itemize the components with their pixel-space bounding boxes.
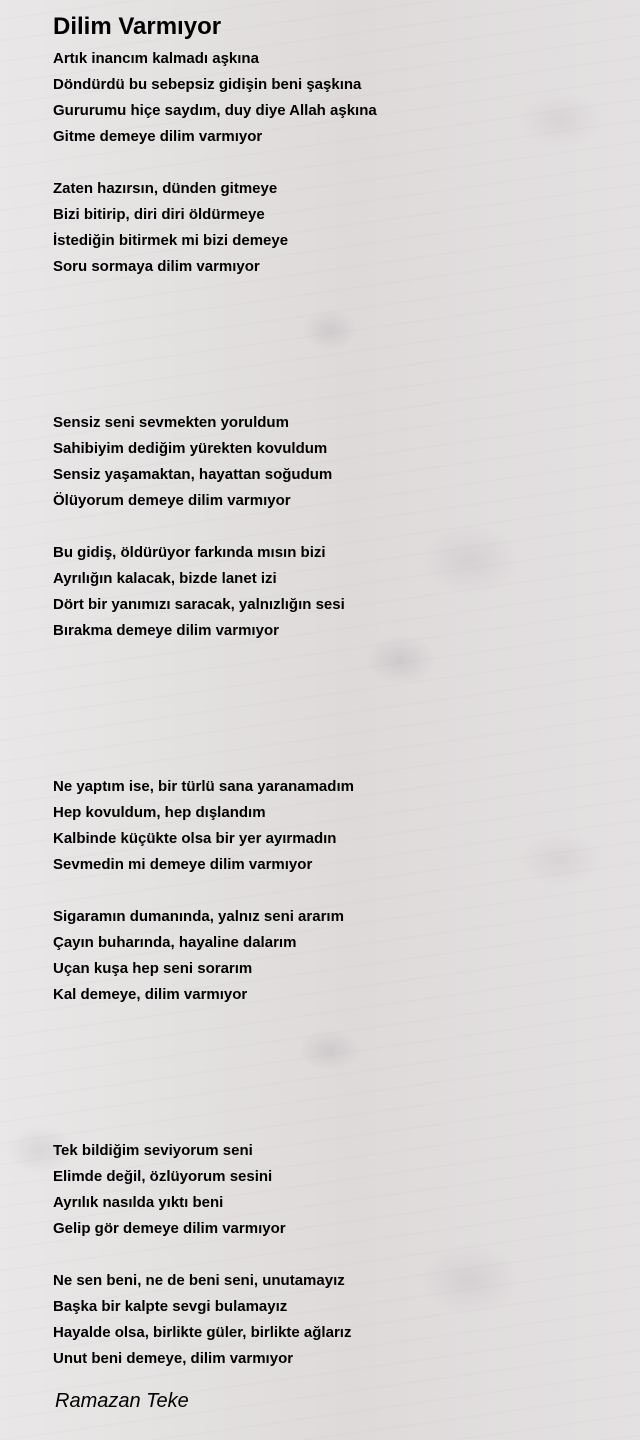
poem-line: Kal demeye, dilim varmıyor (53, 986, 248, 1003)
section-spacer (53, 1008, 613, 1138)
poem-line: Artık inancım kalmadı aşkına (53, 50, 259, 67)
poem-line: Ne sen beni, ne de beni seni, unutamayız (53, 1272, 345, 1289)
poem-line: Ayrılık nasılda yıktı beni (53, 1194, 224, 1211)
poem-line: Hep kovuldum, hep dışlandım (53, 804, 266, 821)
poem-line: Bizi bitirip, diri diri öldürmeye (53, 206, 265, 223)
poem-line: Bu gidiş, öldürüyor farkında mısın bizi (53, 544, 326, 561)
stanza (53, 1138, 613, 1242)
poem-line: Tek bildiğim seviyorum seni (53, 1142, 253, 1159)
poem-line: Bırakma demeye dilim varmıyor (53, 622, 279, 639)
stanza (53, 904, 613, 1008)
poem-line: Ne yaptım ise, bir türlü sana yaranamadım (53, 778, 354, 795)
poem (53, 8, 613, 1416)
poem-line: Unut beni demeye, dilim varmıyor (53, 1350, 294, 1367)
section-spacer (53, 644, 613, 774)
poem-line: Sahibiyim dediğim yürekten kovuldum (53, 440, 328, 457)
poem-line: Kalbinde küçükte olsa bir yer ayırmadın (53, 830, 337, 847)
poem-author: Ramazan Teke (55, 1390, 189, 1412)
poem-line: Çayın buharında, hayaline dalarım (53, 934, 297, 951)
poem-line: Hayalde olsa, birlikte güler, birlikte ağlarız (53, 1324, 352, 1341)
poem-line: İstediğin bitirmek mi bizi demeye (53, 232, 289, 249)
poem-line: Sigaramın dumanında, yalnız seni ararım (53, 908, 344, 925)
stanza-spacer (53, 878, 613, 904)
stanza (53, 1268, 613, 1372)
poem-line: Sensiz yaşamaktan, hayattan soğudum (53, 466, 333, 483)
poem-line: Uçan kuşa hep seni sorarım (53, 960, 253, 977)
poem-line: Sevmedin mi demeye dilim varmıyor (53, 856, 313, 873)
stanza (53, 410, 613, 514)
stanza-spacer (53, 1242, 613, 1268)
poem-line: Elimde değil, özlüyorum sesini (53, 1168, 273, 1185)
poem-line: Ayrılığın kalacak, bizde lanet izi (53, 570, 277, 587)
poem-line: Dört bir yanımızı saracak, yalnızlığın sesi (53, 596, 345, 613)
poem-line: Gelip gör demeye dilim varmıyor (53, 1220, 286, 1237)
poem-line: Döndürdü bu sebepsiz gidişin beni şaşkına (53, 76, 362, 93)
poem-line: Soru sormaya dilim varmıyor (53, 258, 260, 275)
poem-line: Ölüyorum demeye dilim varmıyor (53, 492, 291, 509)
poem-line: Gururumu hiçe saydım, duy diye Allah aşkına (53, 102, 377, 119)
poem-line: Zaten hazırsın, dünden gitmeye (53, 180, 278, 197)
section-spacer (53, 280, 613, 410)
poem-line: Sensiz seni sevmekten yoruldum (53, 414, 289, 431)
poem-title: Dilim Varmıyor (53, 13, 222, 40)
stanza (53, 176, 613, 280)
poem-line: Gitme demeye dilim varmıyor (53, 128, 263, 145)
stanza-spacer (53, 150, 613, 176)
stanza (53, 540, 613, 644)
stanza (53, 46, 613, 150)
poem-line: Başka bir kalpte sevgi bulamayız (53, 1298, 288, 1315)
stanza (53, 774, 613, 878)
stanza-spacer (53, 514, 613, 540)
